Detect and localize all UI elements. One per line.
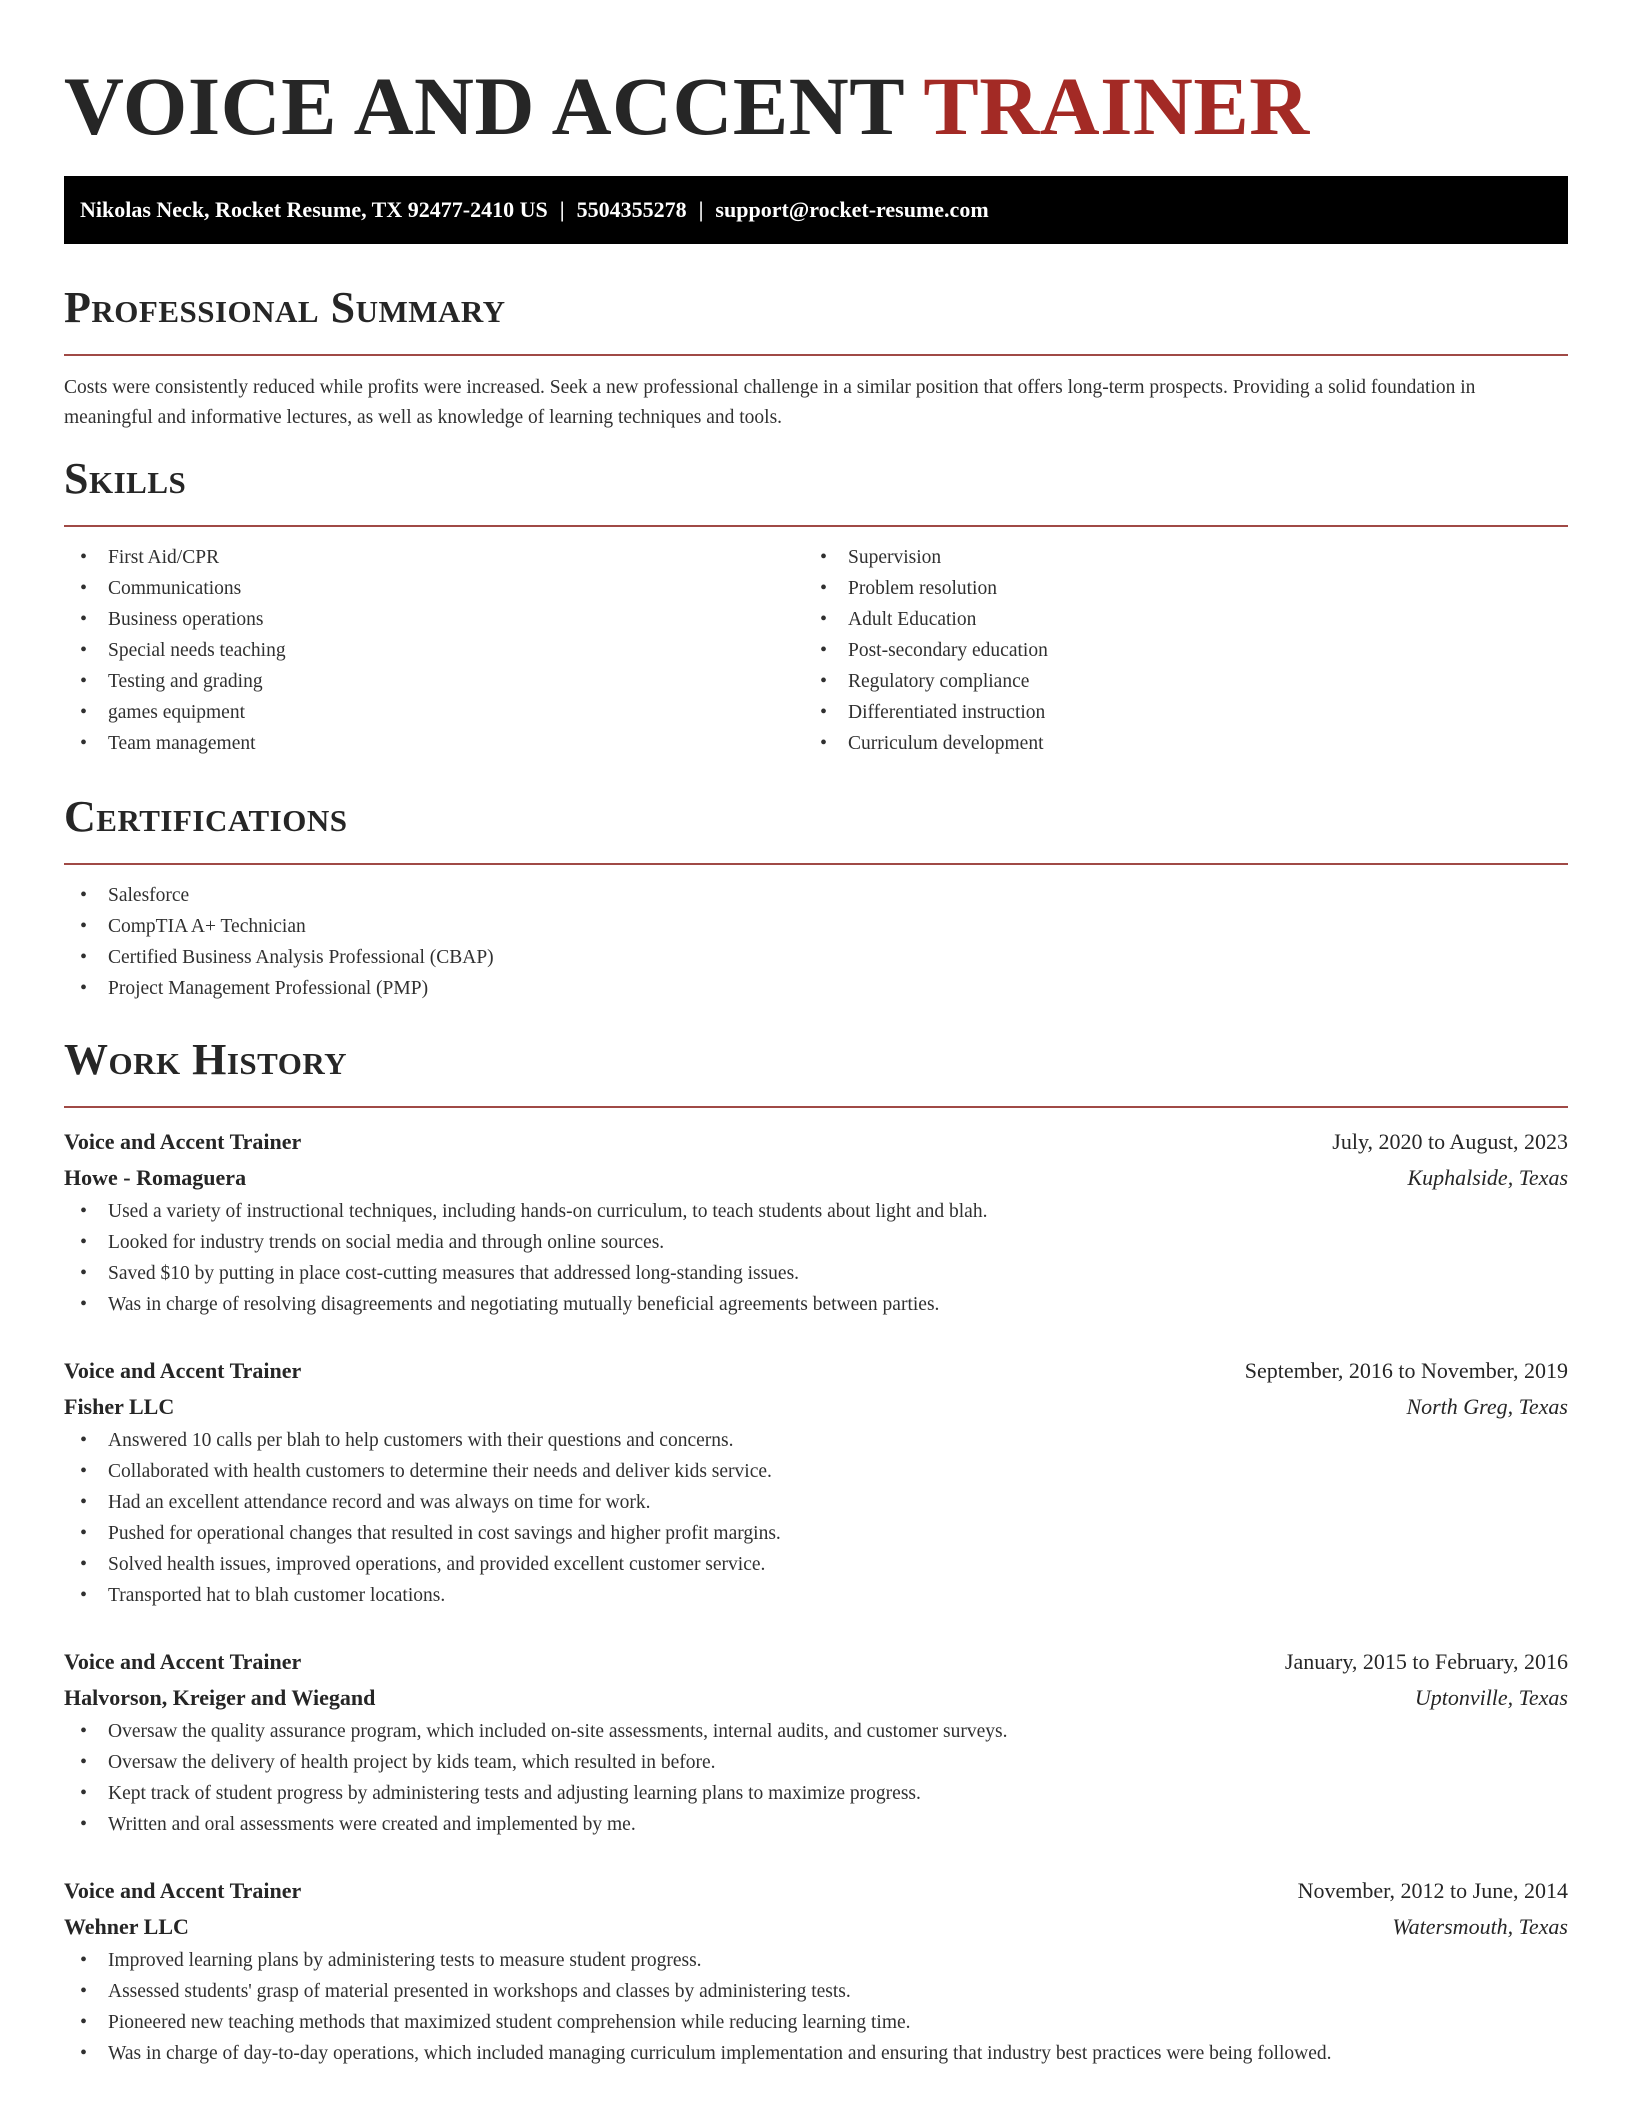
job-location: Kuphalside, Texas xyxy=(1407,1165,1568,1190)
skill-item: • Differentiated instruction xyxy=(804,697,1544,728)
certification-item: • Project Management Professional (PMP) xyxy=(64,973,1568,1004)
section-divider xyxy=(64,1106,1568,1108)
job-bullet: • Assessed students' grasp of material presented in workshops and classes by administering tests. xyxy=(64,1976,1568,2007)
job-bullet: • Solved health issues, improved operations, and provided excellent customer service. xyxy=(64,1549,1568,1580)
contact-address: Nikolas Neck, Rocket Resume, TX 92477-2410 US xyxy=(80,197,548,222)
work-history-section xyxy=(64,1030,1568,2069)
contact-phone: 5504355278 xyxy=(576,197,687,222)
job-entry xyxy=(64,1124,1568,1320)
job-location: North Greg, Texas xyxy=(1406,1394,1568,1419)
resume-page xyxy=(64,0,1568,2069)
job-location: Watersmouth, Texas xyxy=(1392,1914,1568,1939)
job-bullet: • Pioneered new teaching methods that maximized student comprehension while reducing learning time. xyxy=(64,2007,1568,2038)
job-bullet: • Was in charge of resolving disagreements and negotiating mutually beneficial agreements between parties. xyxy=(64,1289,1568,1320)
skills-section xyxy=(64,449,1568,759)
section-divider xyxy=(64,354,1568,356)
certifications-list xyxy=(64,880,1568,1004)
job-subheader-row xyxy=(64,1680,1568,1716)
skill-item: • Curriculum development xyxy=(804,728,1544,759)
resume-title xyxy=(64,0,1568,156)
job-subheader-row xyxy=(64,1389,1568,1425)
skill-item: • Special needs teaching xyxy=(64,635,804,666)
contact-separator: | xyxy=(559,197,565,222)
job-bullet: • Saved $10 by putting in place cost-cutting measures that addressed long-standing issues. xyxy=(64,1258,1568,1289)
contact-email: support@rocket-resume.com xyxy=(715,197,989,222)
job-header-row xyxy=(64,1873,1568,1909)
section-title-certifications: Certifications xyxy=(64,792,348,841)
skill-item: • games equipment xyxy=(64,697,804,728)
job-company: Halvorson, Kreiger and Wiegand xyxy=(64,1685,376,1710)
section-divider xyxy=(64,863,1568,865)
job-bullet: • Transported hat to blah customer locations. xyxy=(64,1580,1568,1611)
job-bullet: • Improved learning plans by administering tests to measure student progress. xyxy=(64,1945,1568,1976)
contact-separator: | xyxy=(698,197,704,222)
skill-item: • Regulatory compliance xyxy=(804,666,1544,697)
job-bullet: • Oversaw the delivery of health project by kids team, which resulted in before. xyxy=(64,1747,1568,1778)
job-bullet: • Pushed for operational changes that resulted in cost savings and higher profit margins. xyxy=(64,1518,1568,1549)
job-bullet: • Used a variety of instructional techniques, including hands-on curriculum, to teach students about light and blah. xyxy=(64,1196,1568,1227)
job-bullets xyxy=(64,1196,1568,1320)
job-entry xyxy=(64,1353,1568,1611)
job-bullet: • Kept track of student progress by administering tests and adjusting learning plans to maximize progress. xyxy=(64,1778,1568,1809)
contact-bar xyxy=(64,176,1568,244)
certification-item: • Salesforce xyxy=(64,880,1568,911)
job-title: Voice and Accent Trainer xyxy=(64,1878,302,1903)
job-title: Voice and Accent Trainer xyxy=(64,1358,302,1383)
job-dates: January, 2015 to February, 2016 xyxy=(1284,1649,1568,1674)
job-dates: July, 2020 to August, 2023 xyxy=(1332,1129,1568,1154)
title-main: VOICE AND ACCENT xyxy=(64,60,904,152)
job-location: Uptonville, Texas xyxy=(1414,1685,1568,1710)
skill-item: • Team management xyxy=(64,728,804,759)
job-bullets xyxy=(64,1425,1568,1611)
job-bullet: • Had an excellent attendance record and was always on time for work. xyxy=(64,1487,1568,1518)
certifications-section xyxy=(64,787,1568,1004)
section-divider xyxy=(64,525,1568,527)
job-bullet: • Answered 10 calls per blah to help customers with their questions and concerns. xyxy=(64,1425,1568,1456)
job-subheader-row xyxy=(64,1909,1568,1945)
job-entry xyxy=(64,1873,1568,2069)
skill-item: • First Aid/CPR xyxy=(64,542,804,573)
certification-item: • CompTIA A+ Technician xyxy=(64,911,1568,942)
job-header-row xyxy=(64,1644,1568,1680)
certification-item: • Certified Business Analysis Professional (CBAP) xyxy=(64,942,1568,973)
skills-list-right xyxy=(804,542,1544,759)
skill-item: • Supervision xyxy=(804,542,1544,573)
job-bullet: • Looked for industry trends on social media and through online sources. xyxy=(64,1227,1568,1258)
job-bullet: • Written and oral assessments were created and implemented by me. xyxy=(64,1809,1568,1840)
job-company: Howe - Romaguera xyxy=(64,1165,247,1190)
skill-item: • Post-secondary education xyxy=(804,635,1544,666)
skill-item: • Adult Education xyxy=(804,604,1544,635)
section-title-summary: Professional Summary xyxy=(64,283,506,332)
job-company: Wehner LLC xyxy=(64,1914,189,1939)
skills-list-left xyxy=(64,542,804,759)
section-title-skills: Skills xyxy=(64,454,187,503)
job-header-row xyxy=(64,1124,1568,1160)
job-dates: September, 2016 to November, 2019 xyxy=(1244,1358,1568,1383)
job-title: Voice and Accent Trainer xyxy=(64,1649,302,1674)
skill-item: • Communications xyxy=(64,573,804,604)
job-bullets xyxy=(64,1716,1568,1840)
summary-section xyxy=(64,278,1568,433)
summary-text: Costs were consistently reduced while profits were increased. Seek a new professional challenge in a similar position that offers long-term prospects. Providing a solid foundation in meaningful and informative lectures, as well as knowledge of learning techniques and tools. xyxy=(64,377,1476,428)
job-bullets xyxy=(64,1945,1568,2069)
job-bullet: • Collaborated with health customers to determine their needs and deliver kids service. xyxy=(64,1456,1568,1487)
job-dates: November, 2012 to June, 2014 xyxy=(1297,1878,1568,1903)
skill-item: • Business operations xyxy=(64,604,804,635)
section-title-work-history: Work History xyxy=(64,1035,348,1084)
job-title: Voice and Accent Trainer xyxy=(64,1129,302,1154)
job-entry xyxy=(64,1644,1568,1840)
job-company: Fisher LLC xyxy=(64,1394,175,1419)
job-subheader-row xyxy=(64,1160,1568,1196)
job-header-row xyxy=(64,1353,1568,1389)
skills-columns xyxy=(64,542,1568,759)
title-accent: TRAINER xyxy=(923,60,1310,152)
job-bullet: • Was in charge of day-to-day operations, which included managing curriculum implementation and ensuring that industry best practices were being followed. xyxy=(64,2038,1568,2069)
skill-item: • Testing and grading xyxy=(64,666,804,697)
job-bullet: • Oversaw the quality assurance program, which included on-site assessments, internal audits, and customer surveys. xyxy=(64,1716,1568,1747)
skill-item: • Problem resolution xyxy=(804,573,1544,604)
